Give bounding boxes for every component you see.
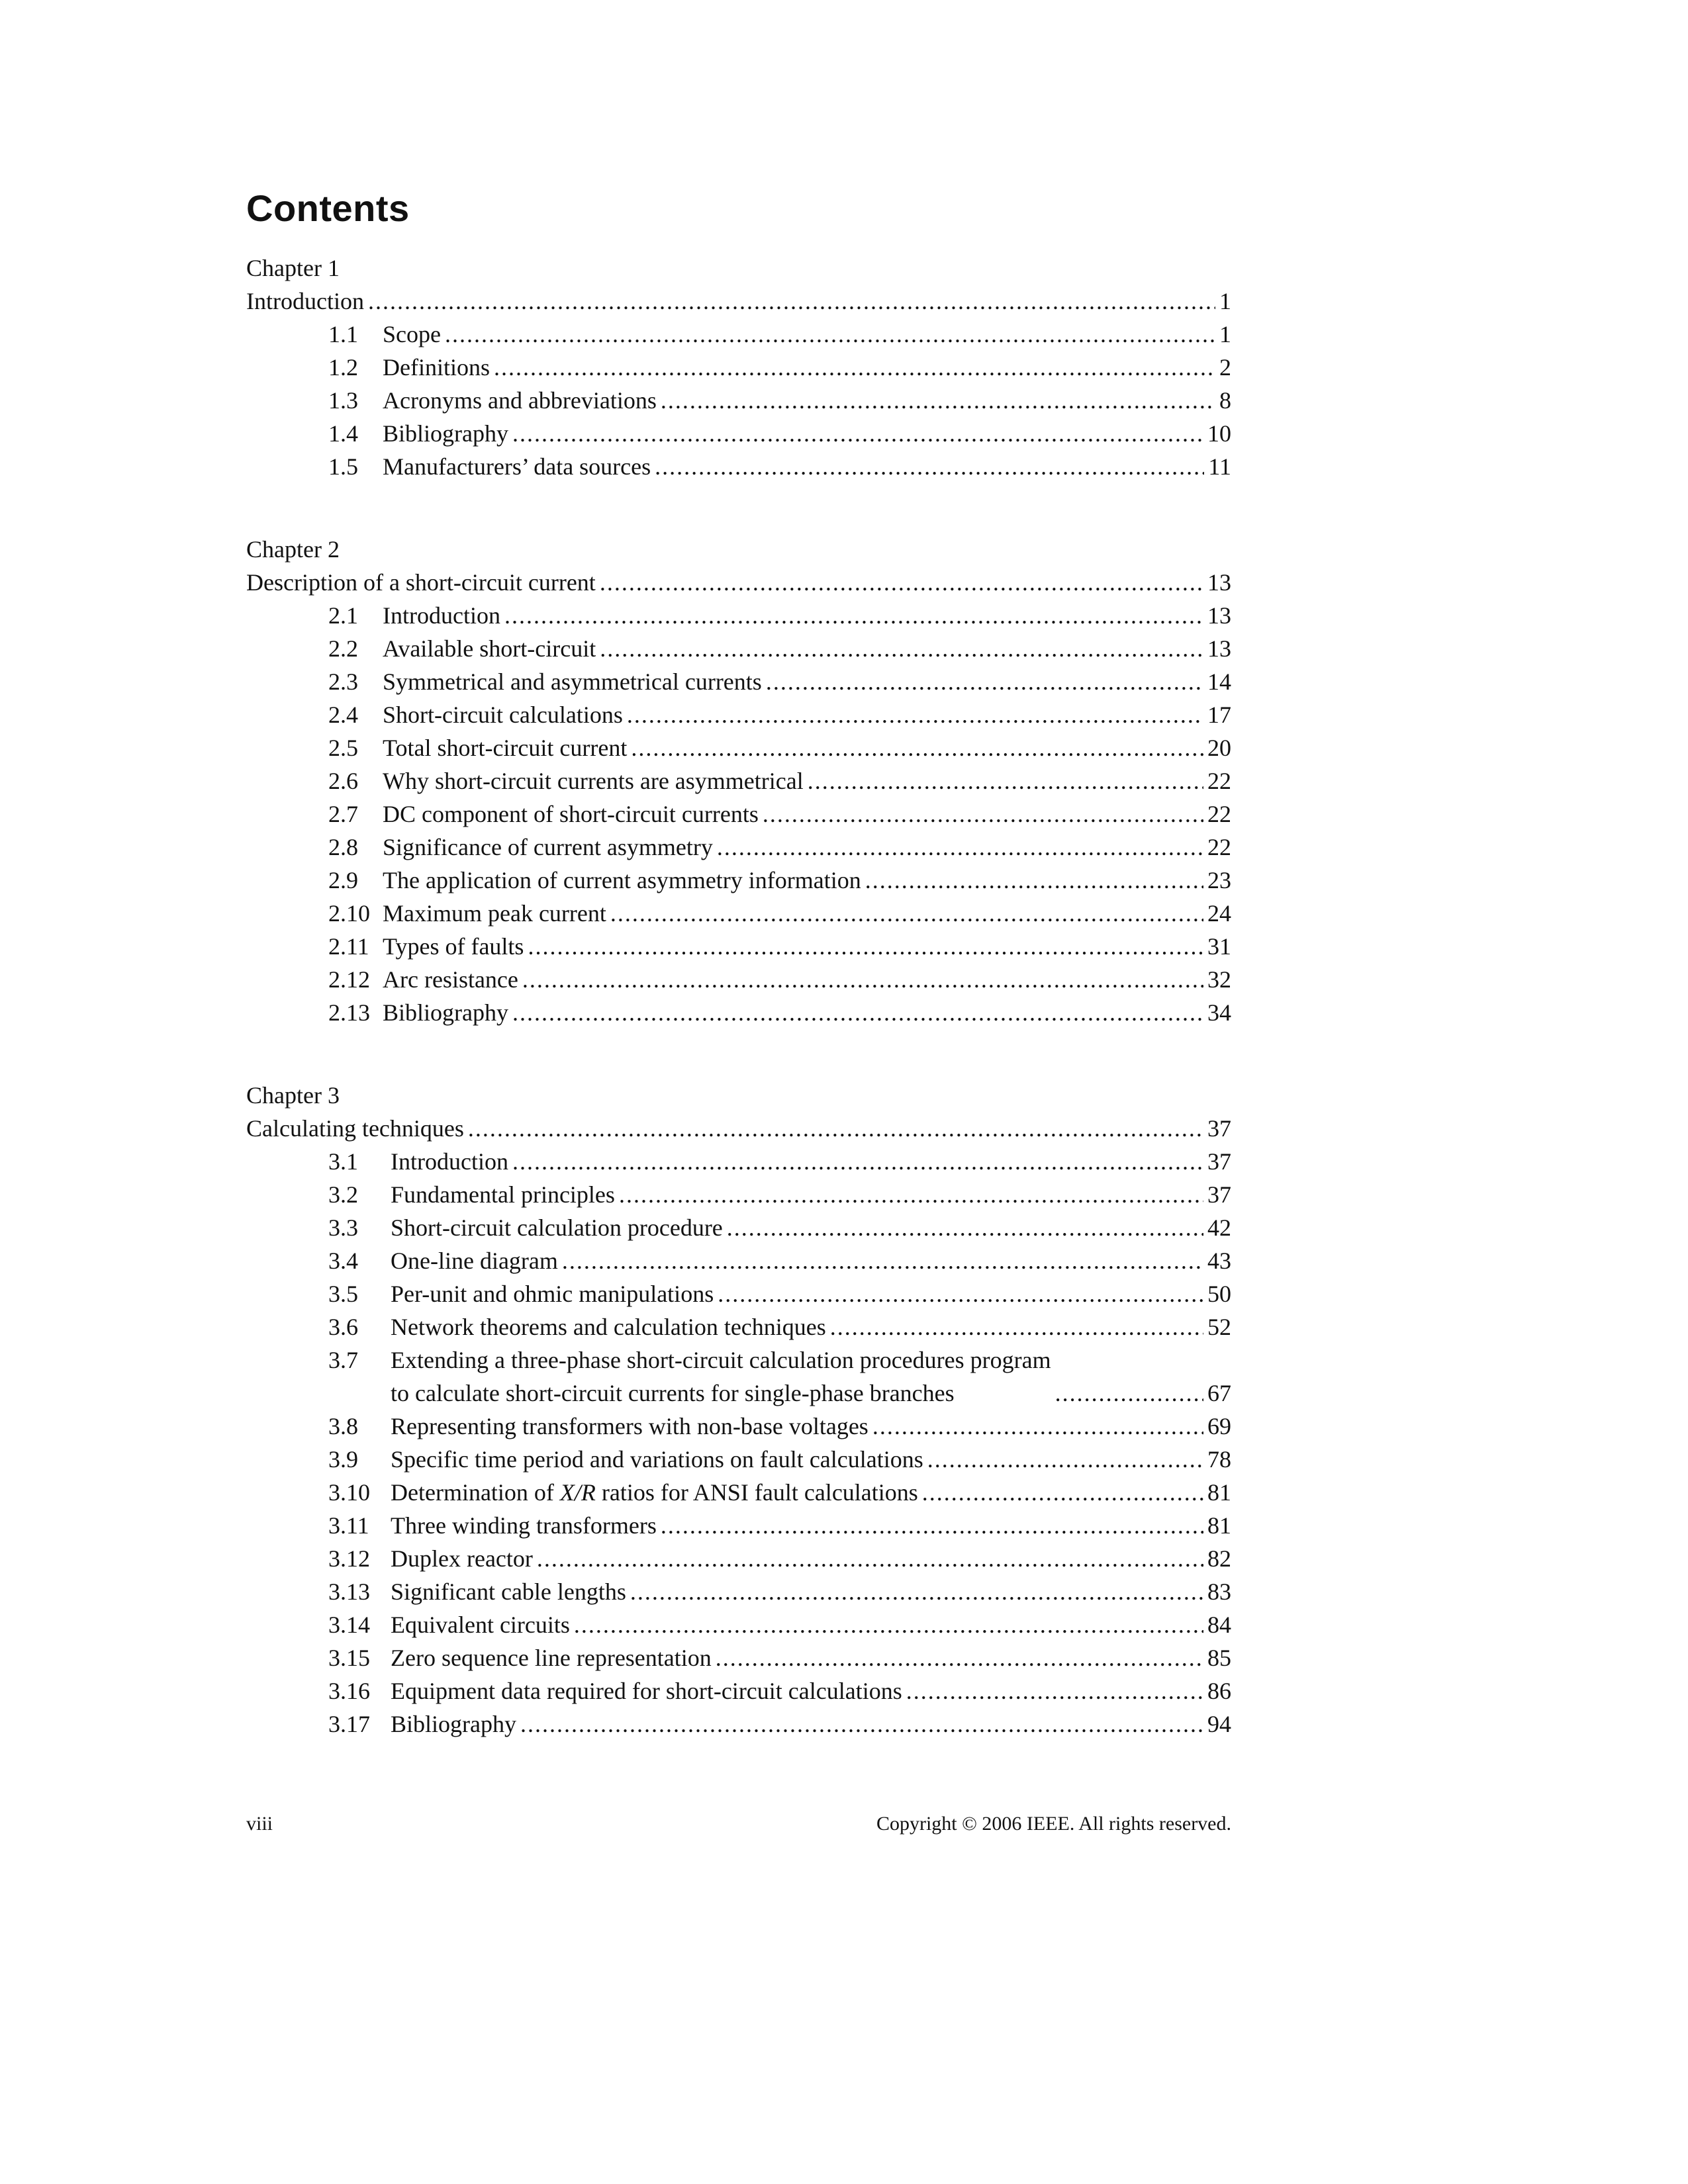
toc-entry-title: Short-circuit calculation procedure	[391, 1214, 723, 1241]
toc-entry[interactable]	[246, 1443, 1231, 1476]
toc-entry-page: 94	[1207, 1711, 1231, 1737]
dot-leader	[808, 764, 1203, 797]
toc-entry-title: Total short-circuit current	[383, 735, 628, 761]
section-number: 3.5	[328, 1281, 358, 1307]
dot-leader	[865, 864, 1203, 897]
dot-leader	[600, 566, 1203, 599]
dot-leader	[727, 1211, 1203, 1244]
toc-entry-page: 13	[1207, 602, 1231, 629]
toc-entry-title-line-1: Extending a three-phase short-circuit calculation procedures program	[391, 1347, 1051, 1373]
dot-leader	[630, 1575, 1203, 1608]
toc-entry-title: The application of current asymmetry information	[383, 867, 861, 893]
toc-entry-title: Introduction	[246, 288, 364, 314]
toc-entry[interactable]	[246, 1641, 1231, 1674]
toc-entry-page: 82	[1207, 1545, 1231, 1572]
toc-entry-page: 20	[1207, 735, 1231, 761]
toc-entry-title: Three winding transformers	[391, 1512, 657, 1539]
dot-leader	[512, 996, 1203, 1029]
toc-entry-page: 81	[1207, 1512, 1231, 1539]
dot-leader	[520, 1707, 1203, 1741]
toc-entry-title	[391, 1476, 918, 1509]
toc-entry[interactable]	[246, 599, 1231, 632]
toc-entry-title: One-line diagram	[391, 1248, 558, 1274]
toc-entry-title: Bibliography	[391, 1711, 516, 1737]
toc-entry-page: 32	[1207, 966, 1231, 993]
contents-page	[246, 185, 1231, 1790]
toc-entry-title: Calculating techniques	[246, 1115, 464, 1142]
dot-leader	[574, 1608, 1203, 1641]
dot-leader	[906, 1674, 1203, 1707]
toc-entry[interactable]	[246, 417, 1231, 450]
toc-entry[interactable]	[246, 1674, 1231, 1707]
dot-leader	[468, 1112, 1203, 1145]
dot-leader	[716, 1641, 1203, 1674]
toc-entry[interactable]	[246, 1608, 1231, 1641]
toc-entry[interactable]	[246, 996, 1231, 1029]
section-number: 2.12	[328, 966, 370, 993]
toc-entry-page: 22	[1207, 834, 1231, 860]
section-number: 2.11	[328, 933, 369, 960]
copyright-notice: Copyright © 2006 IEEE. All rights reserved.	[876, 1813, 1231, 1835]
section-number: 2.8	[328, 834, 358, 860]
toc-entry-page: 24	[1207, 900, 1231, 927]
dot-leader	[537, 1542, 1203, 1575]
toc-entry-page: 2	[1219, 354, 1231, 381]
toc-entry[interactable]	[246, 632, 1231, 665]
section-number: 3.7	[328, 1347, 358, 1373]
toc-entry-chapter-title[interactable]	[246, 566, 1231, 599]
dot-leader	[927, 1443, 1203, 1476]
section-number: 1.1	[328, 321, 358, 347]
toc-entry-title: Available short-circuit	[383, 635, 596, 662]
toc-entry[interactable]	[246, 1244, 1231, 1277]
dot-leader	[528, 930, 1203, 963]
toc-entry-page: 50	[1207, 1281, 1231, 1307]
toc-entry-page: 37	[1207, 1148, 1231, 1175]
toc-entry[interactable]	[246, 1410, 1231, 1443]
toc-entry[interactable]	[246, 731, 1231, 764]
toc-entry-title: Introduction	[391, 1148, 508, 1175]
section-number: 3.11	[328, 1512, 369, 1539]
chapter-1	[246, 251, 1231, 483]
title-italic-text: X/R	[559, 1479, 596, 1506]
toc-entry[interactable]	[246, 1575, 1231, 1608]
toc-entry-title: Why short-circuit currents are asymmetrical	[383, 768, 804, 794]
dot-leader	[872, 1410, 1203, 1443]
toc-entry-page: 22	[1207, 768, 1231, 794]
toc-entry-title: Bibliography	[383, 999, 508, 1026]
toc-entry-title: Short-circuit calculations	[383, 702, 623, 728]
section-number: 3.4	[328, 1248, 358, 1274]
toc-entry[interactable]	[246, 1343, 1231, 1410]
section-number: 2.5	[328, 735, 358, 761]
section-number: 3.14	[328, 1612, 370, 1638]
toc-entry-title-line-2: to calculate short-circuit currents for single-phase branches	[391, 1380, 955, 1406]
section-number: 2.13	[328, 999, 370, 1026]
chapter-label: Chapter 1	[246, 255, 340, 281]
dot-leader	[368, 285, 1215, 318]
toc-entry-page: 83	[1207, 1578, 1231, 1605]
section-number: 2.9	[328, 867, 358, 893]
toc-entry-page: 86	[1207, 1678, 1231, 1704]
toc-entry-title: Symmetrical and asymmetrical currents	[383, 668, 762, 695]
toc-entry[interactable]	[246, 384, 1231, 417]
toc-entry-page: 31	[1207, 933, 1231, 960]
dot-leader	[661, 384, 1215, 417]
toc-entry-page: 69	[1207, 1413, 1231, 1439]
section-number: 3.10	[328, 1479, 370, 1506]
toc-entry-title: DC component of short-circuit currents	[383, 801, 759, 827]
toc-entry[interactable]	[246, 1310, 1231, 1343]
toc-entry-title: Duplex reactor	[391, 1545, 533, 1572]
toc-entry-title: Equipment data required for short-circuit calculations	[391, 1678, 902, 1704]
toc-entry-title	[391, 1343, 1051, 1410]
title-text: Determination of	[391, 1479, 560, 1506]
toc-entry[interactable]	[246, 963, 1231, 996]
section-number: 3.9	[328, 1446, 358, 1473]
chapter-2	[246, 533, 1231, 1029]
toc-entry-title: Definitions	[383, 354, 490, 381]
toc-entry-page: 37	[1207, 1181, 1231, 1208]
section-number: 1.4	[328, 420, 358, 447]
toc-entry-title: Manufacturers’ data sources	[383, 453, 651, 480]
toc-entry-page: 11	[1208, 453, 1231, 480]
toc-entry-page: 23	[1207, 867, 1231, 893]
toc-entry[interactable]	[246, 1145, 1231, 1178]
toc-entry-page: 37	[1207, 1115, 1231, 1142]
toc-entry-page: 14	[1207, 668, 1231, 695]
toc-entry-title: Significance of current asymmetry	[383, 834, 713, 860]
page-title: Contents	[246, 187, 410, 229]
toc-entry-page: 85	[1207, 1645, 1231, 1671]
toc-entry[interactable]	[246, 897, 1231, 930]
dot-leader	[718, 1277, 1203, 1310]
section-number: 2.10	[328, 900, 370, 927]
dot-leader	[522, 963, 1203, 996]
toc-entry-page: 52	[1207, 1314, 1231, 1340]
toc-entry-chapter-title[interactable]	[246, 1112, 1231, 1145]
toc-entry-page: 43	[1207, 1248, 1231, 1274]
dot-leader	[627, 698, 1203, 731]
toc-entry[interactable]	[246, 1509, 1231, 1542]
toc-entry-title: Types of faults	[383, 933, 524, 960]
section-number: 2.2	[328, 635, 358, 662]
toc-entry[interactable]	[246, 1178, 1231, 1211]
section-number: 2.3	[328, 668, 358, 695]
toc-entry-title: Specific time period and variations on fault calculations	[391, 1446, 923, 1473]
section-number: 3.12	[328, 1545, 370, 1572]
toc-entry-title: Arc resistance	[383, 966, 518, 993]
dot-leader	[512, 1145, 1203, 1178]
dot-leader	[717, 831, 1203, 864]
toc-entry[interactable]	[246, 1542, 1231, 1575]
dot-leader	[1055, 1377, 1203, 1410]
toc-entry-title: Zero sequence line representation	[391, 1645, 712, 1671]
toc-entry[interactable]	[246, 450, 1231, 483]
toc-entry-page: 1	[1219, 321, 1231, 347]
page-number: viii	[246, 1813, 273, 1835]
section-number: 3.15	[328, 1645, 370, 1671]
section-number: 3.3	[328, 1214, 358, 1241]
toc-entry[interactable]	[246, 1211, 1231, 1244]
section-number: 1.3	[328, 387, 358, 414]
toc-entry-title: Description of a short-circuit current	[246, 569, 596, 596]
dot-leader	[619, 1178, 1203, 1211]
toc-entry[interactable]	[246, 318, 1231, 351]
toc-entry[interactable]	[246, 764, 1231, 797]
toc-entry-page: 81	[1207, 1479, 1231, 1506]
section-number: 3.13	[328, 1578, 370, 1605]
title-text: ratios for ANSI fault calculations	[595, 1479, 918, 1506]
toc-entry-page: 84	[1207, 1612, 1231, 1638]
dot-leader	[631, 731, 1203, 764]
section-number: 2.7	[328, 801, 358, 827]
section-number: 3.6	[328, 1314, 358, 1340]
section-number: 3.17	[328, 1711, 370, 1737]
toc-entry-page: 34	[1207, 999, 1231, 1026]
toc-entry-title: Representing transformers with non-base voltages	[391, 1413, 868, 1439]
toc-entry[interactable]	[246, 1476, 1231, 1509]
toc-entry-title: Bibliography	[383, 420, 508, 447]
toc-entry-page: 78	[1207, 1446, 1231, 1473]
toc-entry-chapter-title[interactable]	[246, 285, 1231, 318]
toc-entry-page: 1	[1219, 288, 1231, 314]
dot-leader	[504, 599, 1203, 632]
dot-leader	[830, 1310, 1203, 1343]
toc-entry-page: 17	[1207, 702, 1231, 728]
dot-leader	[661, 1509, 1203, 1542]
section-number: 1.2	[328, 354, 358, 381]
toc-entry-title: Maximum peak current	[383, 900, 606, 927]
dot-leader	[766, 665, 1203, 698]
dot-leader	[655, 450, 1204, 483]
toc-entry[interactable]	[246, 864, 1231, 897]
toc-entry[interactable]	[246, 351, 1231, 384]
toc-entry-page: 13	[1207, 635, 1231, 662]
toc-entry-title: Network theorems and calculation techniques	[391, 1314, 826, 1340]
toc-entry-title: Per-unit and ohmic manipulations	[391, 1281, 714, 1307]
dot-leader	[512, 417, 1203, 450]
toc-entry[interactable]	[246, 831, 1231, 864]
dot-leader	[494, 351, 1215, 384]
section-number: 3.1	[328, 1148, 358, 1175]
toc-entry-title: Fundamental principles	[391, 1181, 615, 1208]
toc-entry-page: 42	[1207, 1214, 1231, 1241]
dot-leader	[610, 897, 1203, 930]
toc-entry-page: 67	[1207, 1380, 1231, 1406]
toc-entry[interactable]	[246, 1707, 1231, 1741]
toc-entry-title: Acronyms and abbreviations	[383, 387, 657, 414]
dot-leader	[922, 1476, 1203, 1509]
section-number: 2.4	[328, 702, 358, 728]
section-number: 2.6	[328, 768, 358, 794]
section-number: 3.2	[328, 1181, 358, 1208]
section-number: 2.1	[328, 602, 358, 629]
dot-leader	[600, 632, 1203, 665]
dot-leader	[763, 797, 1203, 831]
toc-entry-page: 13	[1207, 569, 1231, 596]
toc-entry[interactable]	[246, 797, 1231, 831]
chapter-label: Chapter 2	[246, 536, 340, 563]
chapter-3	[246, 1079, 1231, 1741]
section-number: 3.16	[328, 1678, 370, 1704]
toc-entry[interactable]	[246, 665, 1231, 698]
dot-leader	[562, 1244, 1203, 1277]
toc-entry-page: 8	[1219, 387, 1231, 414]
chapter-label: Chapter 3	[246, 1082, 340, 1109]
toc-entry-title: Significant cable lengths	[391, 1578, 626, 1605]
dot-leader	[445, 318, 1215, 351]
toc-entry-title: Introduction	[383, 602, 500, 629]
toc-entry-title: Scope	[383, 321, 441, 347]
toc-entry-page: 22	[1207, 801, 1231, 827]
toc-entry[interactable]	[246, 1277, 1231, 1310]
toc-entry-page: 10	[1207, 420, 1231, 447]
toc-entry[interactable]	[246, 930, 1231, 963]
section-number: 1.5	[328, 453, 358, 480]
toc-entry[interactable]	[246, 698, 1231, 731]
toc-entry-title: Equivalent circuits	[391, 1612, 570, 1638]
section-number: 3.8	[328, 1413, 358, 1439]
page-footer	[246, 1811, 1231, 1837]
